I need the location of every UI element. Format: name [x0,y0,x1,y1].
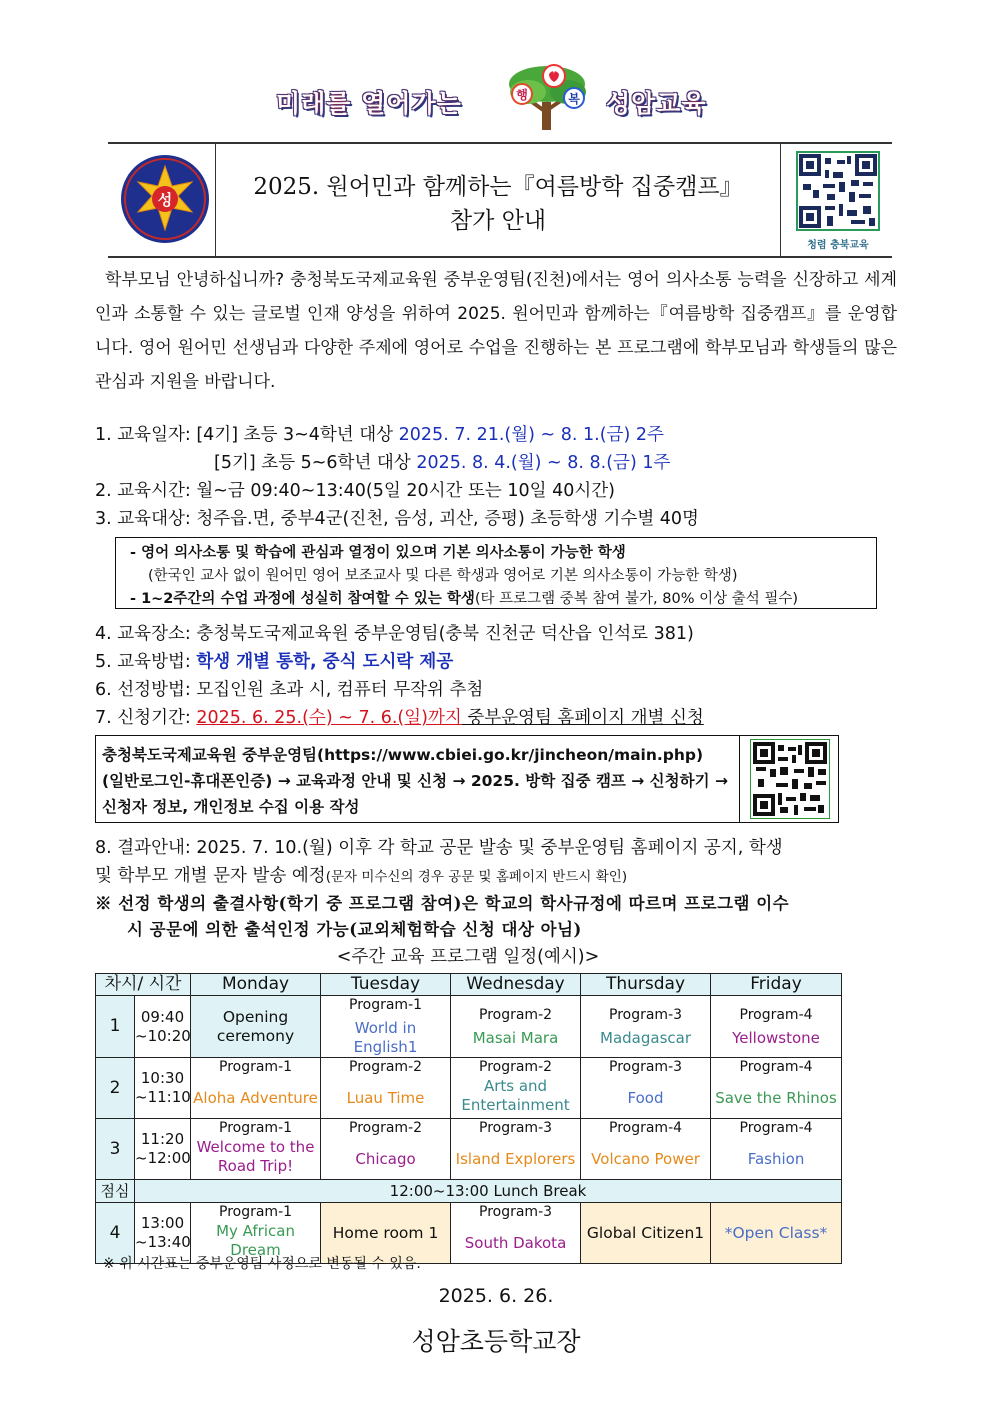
period-5: 2025. 8. 4.(월) ~ 8. 8.(금) 1주 [416,453,671,473]
tree-logo-icon [492,62,602,132]
application-period: 2025. 6. 25.(수) ~ 7. 6.(일)까지 [196,708,462,728]
col-header: Monday [191,974,321,996]
item-7: 7. 신청기간: 2025. 6. 25.(수) ~ 7. 6.(일)까지 중부운영팀 홈페이지 개별 신청 [95,708,704,728]
item-1-line2: [5기] 초등 5~6학년 대상 2025. 8. 4.(월) ~ 8. 8.(금) 1주 [214,453,671,473]
schedule-caption: <주간 교육 프로그램 일정(예시)> [336,947,600,967]
item-8-line2: 및 학부모 개별 문자 발송 예정(문자 미수신의 경우 공문 및 홈페이지 반드시 확인) [95,866,628,886]
col-header: Tuesday [321,974,451,996]
school-emblem-icon [120,154,210,244]
tree-label-2: 복 [568,92,580,106]
item-8-line1: 8. 결과안내: 2025. 7. 10.(월) 이후 각 학교 공문 발송 및 중부운영팀 홈페이지 공지, 학생 [95,838,783,858]
emblem-char: 성 [157,191,173,209]
banner-slogan: 미래를 열어가는 [276,89,462,118]
table-row: 4 13:00 ~13:40 Program-1 My African Dream Home room 1 Program-3 South Dakota Global Citizen1 *Open Class* [96,1203,842,1264]
tree-label-1: 행 [516,88,528,102]
page-title: 2025. 원어민과 함께하는『여름방학 집중캠프』 [253,174,743,200]
table-row: 1 09:40 ~10:20 Opening ceremony Program-1 World in English1 Program-2 Masai Mara Program-3 Madagascar Program-4 Yellowstone [96,996,842,1058]
notice-line1: ※ 선정 학생의 출결사항(학기 중 프로그램 참여)은 학교의 학사규정에 따르며 프로그램 이수 [95,894,790,913]
qr-code-icon [793,150,883,234]
schedule-footnote: ※ 위 시간표는 중부운영팀 사정으로 변동될 수 있음. [103,1256,421,1272]
banner [0,62,992,132]
note-1: - 영어 의사소통 및 학습에 관심과 열정이 있으며 기본 의사소통이 가능한 학생 [130,545,626,561]
item-2: 2. 교육시간: 월~금 09:40~13:40(5일 20시간 또는 10일 40시간) [95,481,615,501]
table-header-row [96,974,842,996]
intro-paragraph: 학부모님 안녕하십니까? 충청북도국제교육원 중부운영팀(진천)에서는 영어 의사소통 능력을 신장하고 세계인과 소통할 수 있는 글로벌 인재 양성을 위하여 2025. 원어민과 함께하는『여름방학 집중캠프』를 운영합니다. 영어 원어민 선생님과 다양한 주제에 영어로 수업을 진행하는 본 프로그램에 학부모님과 학생들의 많은 관심과 지원을 바랍니다. [95,270,897,392]
item-6: 6. 선정방법: 모집인원 초과 시, 컴퓨터 무작위 추첨 [95,680,484,700]
application-instructions: 충청북도국제교육원 중부운영팀(https://www.cbiei.go.kr/jincheon/main.php) (일반로그인-휴대폰인증) → 교육과정 안내 및 신청 → 2025. 방학 집중 캠프 → 신청하기 → 신청자 정보, 개인정보 수집 이용 작성 [102,746,728,816]
item-5: 5. 교육방법: 학생 개별 통학, 중식 도시락 제공 [95,652,454,672]
application-qr-icon[interactable] [750,739,830,819]
item-3: 3. 교육대상: 청주읍.면, 중부4군(진천, 음성, 괴산, 증평) 초등학생 기수별 40명 [95,509,699,529]
document-date: 2025. 6. 26. [438,1285,554,1307]
note-2: (한국인 교사 없이 원어민 영어 보조교사 및 다른 학생과 영어로 기본 의사소통이 가능한 학생) [148,568,738,584]
period-4: 2025. 7. 21.(월) ~ 8. 1.(금) 2주 [398,425,664,445]
col-header: Friday [711,974,842,996]
qr-caption: 청렴 충북교육 [807,240,869,251]
item-1-line1: 1. 교육일자: [4기] 초등 3~4학년 대상 2025. 7. 21.(월) ~ 8. 1.(금) 2주 [95,425,664,445]
table-row: 3 11:20 ~12:00 Program-1 Welcome to the Road Trip! Program-2 Chicago Program-3 Island Explorers Program-4 Volcano Power Program-4 Fashion [96,1119,842,1180]
schedule-table [95,973,842,1264]
signer: 성암초등학교장 [411,1327,581,1356]
col-header: Wednesday [451,974,581,996]
banner-school: 성암교육 [606,89,707,118]
header-box [108,142,892,258]
col-header: Thursday [581,974,711,996]
note-3: - 1~2주간의 수업 과정에 성실히 참여할 수 있는 학생(타 프로그램 중복 참여 불가, 80% 이상 출석 필수) [130,591,799,607]
eligibility-note-box [115,537,877,609]
lunch-row: 점심 12:00~13:00 Lunch Break [96,1180,842,1203]
table-row: 2 10:30 ~11:10 Program-1 Aloha Adventure Program-2 Luau Time Program-2 Arts and Entertainment Program-3 Food Program-4 Save the Rhinos [96,1058,842,1119]
item-4: 4. 교육장소: 충청북도국제교육원 중부운영팀(충북 진천군 덕산읍 인석로 381) [95,624,694,644]
application-box [95,735,839,823]
notice-line2: 시 공문에 의한 출석인정 가능(교외체험학습 신청 대상 아님) [127,920,582,939]
col-header: 차시/ 시간 [96,974,191,996]
page-subtitle: 참가 안내 [449,208,547,234]
